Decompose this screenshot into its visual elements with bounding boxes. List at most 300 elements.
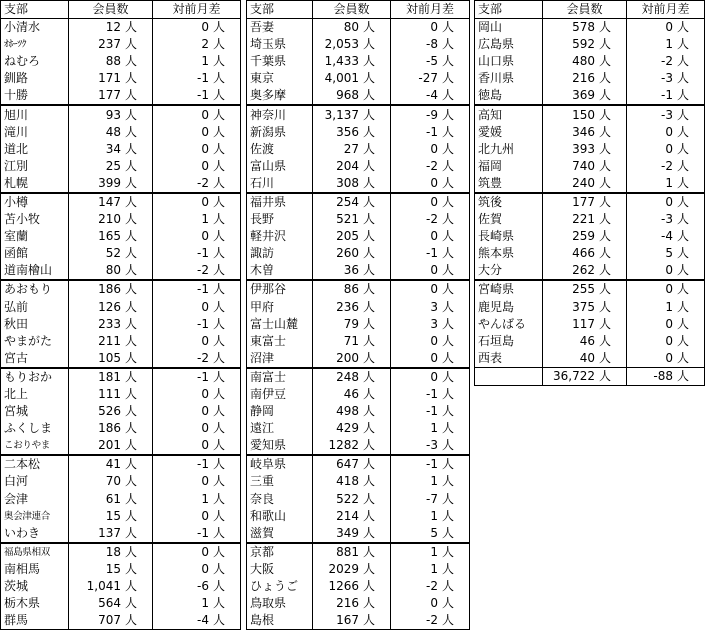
monthly-diff-value: -1 bbox=[426, 246, 438, 261]
table-row bbox=[475, 36, 705, 53]
member-count bbox=[313, 595, 391, 612]
unit-label: 人 bbox=[213, 369, 226, 384]
member-count-value: 248 bbox=[336, 369, 359, 384]
branch-name bbox=[247, 350, 313, 368]
unit-label: 人 bbox=[677, 54, 690, 69]
member-count bbox=[69, 473, 153, 490]
monthly-diff bbox=[391, 525, 470, 543]
table-row bbox=[1, 262, 241, 280]
branch-name bbox=[1, 299, 69, 316]
member-count bbox=[313, 245, 391, 262]
member-count bbox=[313, 87, 391, 105]
monthly-diff bbox=[627, 53, 705, 70]
table-row bbox=[475, 175, 705, 193]
member-count-value: 177 bbox=[572, 194, 595, 209]
monthly-diff-value: 1 bbox=[201, 491, 209, 506]
unit-label: 人 bbox=[213, 491, 226, 506]
member-count-value: 4,001 bbox=[324, 71, 359, 86]
member-count bbox=[543, 316, 627, 333]
monthly-diff bbox=[391, 175, 470, 193]
monthly-diff-value: 0 bbox=[201, 404, 209, 419]
unit-label: 人 bbox=[125, 194, 138, 209]
branch-name bbox=[1, 612, 69, 630]
branch-name-value: 北九州 bbox=[478, 141, 515, 156]
branch-name bbox=[1, 420, 69, 437]
monthly-diff bbox=[627, 299, 705, 316]
branch-name bbox=[247, 105, 313, 123]
member-count bbox=[69, 578, 153, 595]
header-members: 会員数 bbox=[69, 1, 153, 19]
member-count bbox=[543, 36, 627, 53]
unit-label: 人 bbox=[599, 368, 612, 383]
table-row bbox=[475, 280, 705, 298]
member-count bbox=[543, 211, 627, 228]
member-count bbox=[69, 245, 153, 262]
monthly-diff bbox=[627, 262, 705, 280]
branch-name-value: 高知 bbox=[478, 107, 503, 122]
table-row bbox=[1, 175, 241, 193]
monthly-diff bbox=[153, 245, 241, 262]
monthly-diff-value: -2 bbox=[426, 579, 438, 594]
member-count bbox=[543, 228, 627, 245]
table-row bbox=[475, 211, 705, 228]
unit-label: 人 bbox=[125, 438, 138, 453]
member-count bbox=[313, 350, 391, 368]
branch-name bbox=[247, 262, 313, 280]
member-count-value: 70 bbox=[105, 474, 121, 489]
member-count bbox=[69, 36, 153, 53]
monthly-diff bbox=[391, 473, 470, 490]
member-count bbox=[69, 333, 153, 350]
branch-name bbox=[247, 87, 313, 105]
member-count bbox=[313, 508, 391, 525]
branch-name-value: 釧路 bbox=[4, 71, 29, 86]
member-count-value: 233 bbox=[98, 316, 121, 331]
member-count bbox=[69, 368, 153, 386]
branch-name-value: 道北 bbox=[4, 141, 29, 156]
member-count-value: 48 bbox=[105, 124, 121, 139]
branch-name bbox=[1, 508, 69, 525]
total-diff-value: -88 bbox=[653, 368, 673, 383]
branch-name-value: 筑豊 bbox=[478, 175, 503, 190]
monthly-diff-value: -27 bbox=[418, 71, 438, 86]
branch-name bbox=[475, 193, 543, 211]
unit-label: 人 bbox=[125, 20, 138, 35]
member-count bbox=[69, 141, 153, 158]
branch-name bbox=[1, 525, 69, 543]
branch-name-value: 福井県 bbox=[250, 194, 287, 209]
unit-label: 人 bbox=[442, 299, 455, 314]
branch-name bbox=[247, 525, 313, 543]
branch-name-value: 広島県 bbox=[478, 37, 515, 52]
unit-label: 人 bbox=[213, 525, 226, 540]
branch-table-3 bbox=[474, 0, 705, 386]
branch-name bbox=[475, 333, 543, 350]
table-row bbox=[247, 228, 470, 245]
monthly-diff-value: -2 bbox=[426, 613, 438, 628]
member-count-value: 707 bbox=[98, 613, 121, 628]
member-count-value: 260 bbox=[336, 246, 359, 261]
branch-name bbox=[475, 316, 543, 333]
table-row bbox=[1, 70, 241, 87]
unit-label: 人 bbox=[125, 544, 138, 559]
unit-label: 人 bbox=[125, 141, 138, 156]
unit-label: 人 bbox=[442, 544, 455, 559]
branch-name bbox=[1, 141, 69, 158]
unit-label: 人 bbox=[213, 229, 226, 244]
unit-label: 人 bbox=[125, 474, 138, 489]
branch-name-value: ｵﾎｰﾂｸ bbox=[4, 39, 27, 51]
table-row bbox=[247, 491, 470, 508]
unit-label: 人 bbox=[442, 158, 455, 173]
table-row bbox=[1, 228, 241, 245]
branch-name-value: 南富士 bbox=[250, 369, 287, 384]
branch-name-value: 香川県 bbox=[478, 71, 515, 86]
unit-label: 人 bbox=[363, 124, 376, 139]
unit-label: 人 bbox=[125, 54, 138, 69]
monthly-diff-value: -1 bbox=[197, 88, 209, 103]
monthly-diff-value: 0 bbox=[201, 20, 209, 35]
branch-name-value: 山口県 bbox=[478, 54, 515, 69]
unit-label: 人 bbox=[677, 316, 690, 331]
unit-label: 人 bbox=[363, 387, 376, 402]
member-count bbox=[313, 280, 391, 298]
member-count bbox=[69, 386, 153, 403]
member-count bbox=[313, 262, 391, 280]
monthly-diff-value: 0 bbox=[201, 107, 209, 122]
member-count-value: 2029 bbox=[328, 561, 359, 576]
member-count-value: 126 bbox=[98, 299, 121, 314]
unit-label: 人 bbox=[213, 263, 226, 278]
monthly-diff bbox=[153, 403, 241, 420]
member-count-value: 3,137 bbox=[324, 107, 359, 122]
table-row bbox=[1, 211, 241, 228]
monthly-diff-value: 0 bbox=[430, 229, 438, 244]
monthly-diff bbox=[627, 124, 705, 141]
member-count bbox=[69, 193, 153, 211]
unit-label: 人 bbox=[213, 141, 226, 156]
unit-label: 人 bbox=[213, 457, 226, 472]
table-row bbox=[1, 403, 241, 420]
member-count-value: 177 bbox=[98, 88, 121, 103]
monthly-diff-value: 1 bbox=[201, 212, 209, 227]
monthly-diff bbox=[153, 105, 241, 123]
monthly-diff-value: 0 bbox=[201, 194, 209, 209]
unit-label: 人 bbox=[599, 282, 612, 297]
unit-label: 人 bbox=[599, 229, 612, 244]
table-row bbox=[475, 299, 705, 316]
table-row bbox=[1, 87, 241, 105]
unit-label: 人 bbox=[442, 438, 455, 453]
unit-label: 人 bbox=[125, 229, 138, 244]
unit-label: 人 bbox=[125, 333, 138, 348]
monthly-diff-value: 0 bbox=[665, 141, 673, 156]
monthly-diff bbox=[153, 36, 241, 53]
monthly-diff bbox=[153, 595, 241, 612]
member-count bbox=[69, 491, 153, 508]
branch-name-value: 千葉県 bbox=[250, 54, 287, 69]
unit-label: 人 bbox=[363, 333, 376, 348]
unit-label: 人 bbox=[677, 107, 690, 122]
unit-label: 人 bbox=[125, 263, 138, 278]
unit-label: 人 bbox=[363, 525, 376, 540]
unit-label: 人 bbox=[442, 525, 455, 540]
branch-name bbox=[247, 70, 313, 87]
monthly-diff-value: 1 bbox=[201, 596, 209, 611]
unit-label: 人 bbox=[363, 561, 376, 576]
table-row bbox=[1, 368, 241, 386]
unit-label: 人 bbox=[363, 369, 376, 384]
unit-label: 人 bbox=[677, 124, 690, 139]
member-count-value: 105 bbox=[98, 350, 121, 365]
branch-name bbox=[247, 368, 313, 386]
member-count-value: 521 bbox=[336, 212, 359, 227]
table-row bbox=[247, 124, 470, 141]
branch-name-value: 宮崎県 bbox=[478, 282, 515, 297]
branch-name bbox=[247, 141, 313, 158]
branch-name-value: 岐阜県 bbox=[250, 457, 287, 472]
monthly-diff-value: -5 bbox=[426, 54, 438, 69]
unit-label: 人 bbox=[213, 474, 226, 489]
unit-label: 人 bbox=[442, 54, 455, 69]
member-count-value: 200 bbox=[336, 350, 359, 365]
member-count bbox=[313, 141, 391, 158]
unit-label: 人 bbox=[213, 387, 226, 402]
monthly-diff-value: 1 bbox=[430, 474, 438, 489]
unit-label: 人 bbox=[677, 299, 690, 314]
monthly-diff bbox=[391, 403, 470, 420]
table-row bbox=[1, 158, 241, 175]
table-row bbox=[247, 299, 470, 316]
monthly-diff-value: 0 bbox=[201, 229, 209, 244]
unit-label: 人 bbox=[442, 282, 455, 297]
unit-label: 人 bbox=[599, 299, 612, 314]
monthly-diff bbox=[627, 70, 705, 87]
unit-label: 人 bbox=[213, 333, 226, 348]
monthly-diff bbox=[627, 36, 705, 53]
unit-label: 人 bbox=[363, 175, 376, 190]
table-row bbox=[247, 193, 470, 211]
branch-name-value: 伊那谷 bbox=[250, 282, 287, 297]
table-row bbox=[247, 420, 470, 437]
unit-label: 人 bbox=[213, 107, 226, 122]
branch-name-value: 神奈川 bbox=[250, 107, 287, 122]
member-count-value: 578 bbox=[572, 20, 595, 35]
table-row bbox=[247, 595, 470, 612]
unit-label: 人 bbox=[363, 491, 376, 506]
table-row bbox=[1, 36, 241, 53]
member-count bbox=[313, 299, 391, 316]
branch-name bbox=[1, 53, 69, 70]
table-row bbox=[247, 543, 470, 561]
member-count bbox=[543, 141, 627, 158]
member-count-value: 71 bbox=[343, 333, 359, 348]
table-row bbox=[247, 141, 470, 158]
unit-label: 人 bbox=[442, 20, 455, 35]
unit-label: 人 bbox=[599, 158, 612, 173]
member-count bbox=[543, 175, 627, 193]
table-row bbox=[247, 36, 470, 53]
branch-name-value: 栃木県 bbox=[4, 596, 41, 611]
member-count bbox=[313, 211, 391, 228]
branch-name bbox=[475, 53, 543, 70]
monthly-diff-value: -3 bbox=[661, 107, 673, 122]
unit-label: 人 bbox=[442, 387, 455, 402]
member-count bbox=[313, 158, 391, 175]
monthly-diff-value: -3 bbox=[426, 438, 438, 453]
monthly-diff bbox=[153, 525, 241, 543]
table-row bbox=[1, 19, 241, 37]
table-row bbox=[1, 595, 241, 612]
monthly-diff-value: -1 bbox=[197, 525, 209, 540]
unit-label: 人 bbox=[599, 194, 612, 209]
total-members bbox=[543, 367, 627, 385]
monthly-diff-value: -1 bbox=[426, 457, 438, 472]
branch-name bbox=[247, 124, 313, 141]
member-count-value: 80 bbox=[105, 263, 121, 278]
branch-name-value: やまがた bbox=[4, 333, 53, 348]
monthly-diff-value: 0 bbox=[665, 20, 673, 35]
monthly-diff-value: 0 bbox=[430, 282, 438, 297]
member-count bbox=[69, 543, 153, 561]
member-count-value: 93 bbox=[105, 107, 121, 122]
unit-label: 人 bbox=[442, 194, 455, 209]
member-count bbox=[313, 578, 391, 595]
monthly-diff-value: -1 bbox=[197, 316, 209, 331]
branch-name bbox=[1, 211, 69, 228]
member-count-value: 15 bbox=[105, 561, 121, 576]
unit-label: 人 bbox=[125, 508, 138, 523]
table-row bbox=[1, 316, 241, 333]
unit-label: 人 bbox=[677, 229, 690, 244]
table-row bbox=[247, 262, 470, 280]
monthly-diff-value: -7 bbox=[426, 491, 438, 506]
monthly-diff-value: 5 bbox=[430, 525, 438, 540]
unit-label: 人 bbox=[677, 246, 690, 261]
branch-name-value: 愛媛 bbox=[478, 124, 503, 139]
unit-label: 人 bbox=[363, 246, 376, 261]
unit-label: 人 bbox=[599, 124, 612, 139]
monthly-diff-value: 0 bbox=[201, 333, 209, 348]
monthly-diff bbox=[153, 386, 241, 403]
table-row bbox=[1, 420, 241, 437]
monthly-diff-value: 3 bbox=[430, 316, 438, 331]
branch-name-value: 函館 bbox=[4, 246, 29, 261]
monthly-diff-value: 0 bbox=[201, 544, 209, 559]
branch-name bbox=[1, 228, 69, 245]
unit-label: 人 bbox=[125, 525, 138, 540]
unit-label: 人 bbox=[442, 421, 455, 436]
branch-name bbox=[475, 262, 543, 280]
unit-label: 人 bbox=[213, 158, 226, 173]
member-count-value: 522 bbox=[336, 491, 359, 506]
table-row bbox=[1, 578, 241, 595]
table-row bbox=[247, 175, 470, 193]
branch-name-value: 奈良 bbox=[250, 491, 275, 506]
unit-label: 人 bbox=[442, 350, 455, 365]
monthly-diff-value: -1 bbox=[197, 369, 209, 384]
monthly-diff bbox=[391, 211, 470, 228]
branch-name-value: 江別 bbox=[4, 158, 29, 173]
branch-name-value: 諏訪 bbox=[250, 246, 275, 261]
table-row bbox=[247, 105, 470, 123]
branch-name-value: 福岡 bbox=[478, 158, 503, 173]
table-row bbox=[1, 333, 241, 350]
unit-label: 人 bbox=[442, 229, 455, 244]
unit-label: 人 bbox=[125, 71, 138, 86]
table-row bbox=[247, 561, 470, 578]
branch-table-1 bbox=[0, 0, 241, 630]
branch-name-value: 小清水 bbox=[4, 20, 41, 35]
monthly-diff bbox=[391, 141, 470, 158]
branch-name-value: 筑後 bbox=[478, 194, 503, 209]
member-count-value: 1266 bbox=[328, 579, 359, 594]
branch-name bbox=[475, 245, 543, 262]
unit-label: 人 bbox=[677, 194, 690, 209]
table-row bbox=[475, 262, 705, 280]
unit-label: 人 bbox=[599, 37, 612, 52]
monthly-diff bbox=[391, 228, 470, 245]
member-count-value: 201 bbox=[98, 438, 121, 453]
unit-label: 人 bbox=[677, 158, 690, 173]
branch-name bbox=[247, 19, 313, 37]
header-branch: 支部 bbox=[475, 1, 543, 19]
unit-label: 人 bbox=[442, 491, 455, 506]
branch-name-value: こおりやま bbox=[4, 440, 51, 452]
branch-name bbox=[247, 455, 313, 473]
table-row bbox=[247, 455, 470, 473]
unit-label: 人 bbox=[599, 88, 612, 103]
branch-name-value: 軽井沢 bbox=[250, 229, 287, 244]
member-count bbox=[69, 525, 153, 543]
table-row bbox=[247, 70, 470, 87]
branch-name-value: もりおか bbox=[4, 369, 53, 384]
branch-name bbox=[1, 19, 69, 37]
unit-label: 人 bbox=[125, 124, 138, 139]
branch-name-value: 東富士 bbox=[250, 333, 287, 348]
monthly-diff bbox=[153, 578, 241, 595]
branch-name-value: 石垣島 bbox=[478, 333, 515, 348]
unit-label: 人 bbox=[213, 54, 226, 69]
branch-name-value: 甲府 bbox=[250, 299, 275, 314]
branch-name-value: 鳥取県 bbox=[250, 596, 287, 611]
monthly-diff bbox=[391, 578, 470, 595]
unit-label: 人 bbox=[213, 561, 226, 576]
branch-name bbox=[1, 350, 69, 368]
unit-label: 人 bbox=[125, 613, 138, 628]
unit-label: 人 bbox=[363, 613, 376, 628]
member-count bbox=[543, 105, 627, 123]
member-count-value: 418 bbox=[336, 474, 359, 489]
unit-label: 人 bbox=[363, 282, 376, 297]
unit-label: 人 bbox=[599, 350, 612, 365]
table-row bbox=[1, 386, 241, 403]
unit-label: 人 bbox=[125, 175, 138, 190]
branch-name-value: 福島県相双 bbox=[4, 546, 51, 558]
monthly-diff-value: 1 bbox=[430, 421, 438, 436]
unit-label: 人 bbox=[125, 491, 138, 506]
member-count-value: 262 bbox=[572, 263, 595, 278]
member-count-value: 167 bbox=[336, 613, 359, 628]
monthly-diff bbox=[153, 455, 241, 473]
unit-label: 人 bbox=[599, 246, 612, 261]
branch-name-value: 徳島 bbox=[478, 88, 503, 103]
monthly-diff-value: 1 bbox=[201, 54, 209, 69]
unit-label: 人 bbox=[677, 282, 690, 297]
unit-label: 人 bbox=[125, 421, 138, 436]
branch-name-value: 三重 bbox=[250, 474, 275, 489]
member-count bbox=[69, 53, 153, 70]
